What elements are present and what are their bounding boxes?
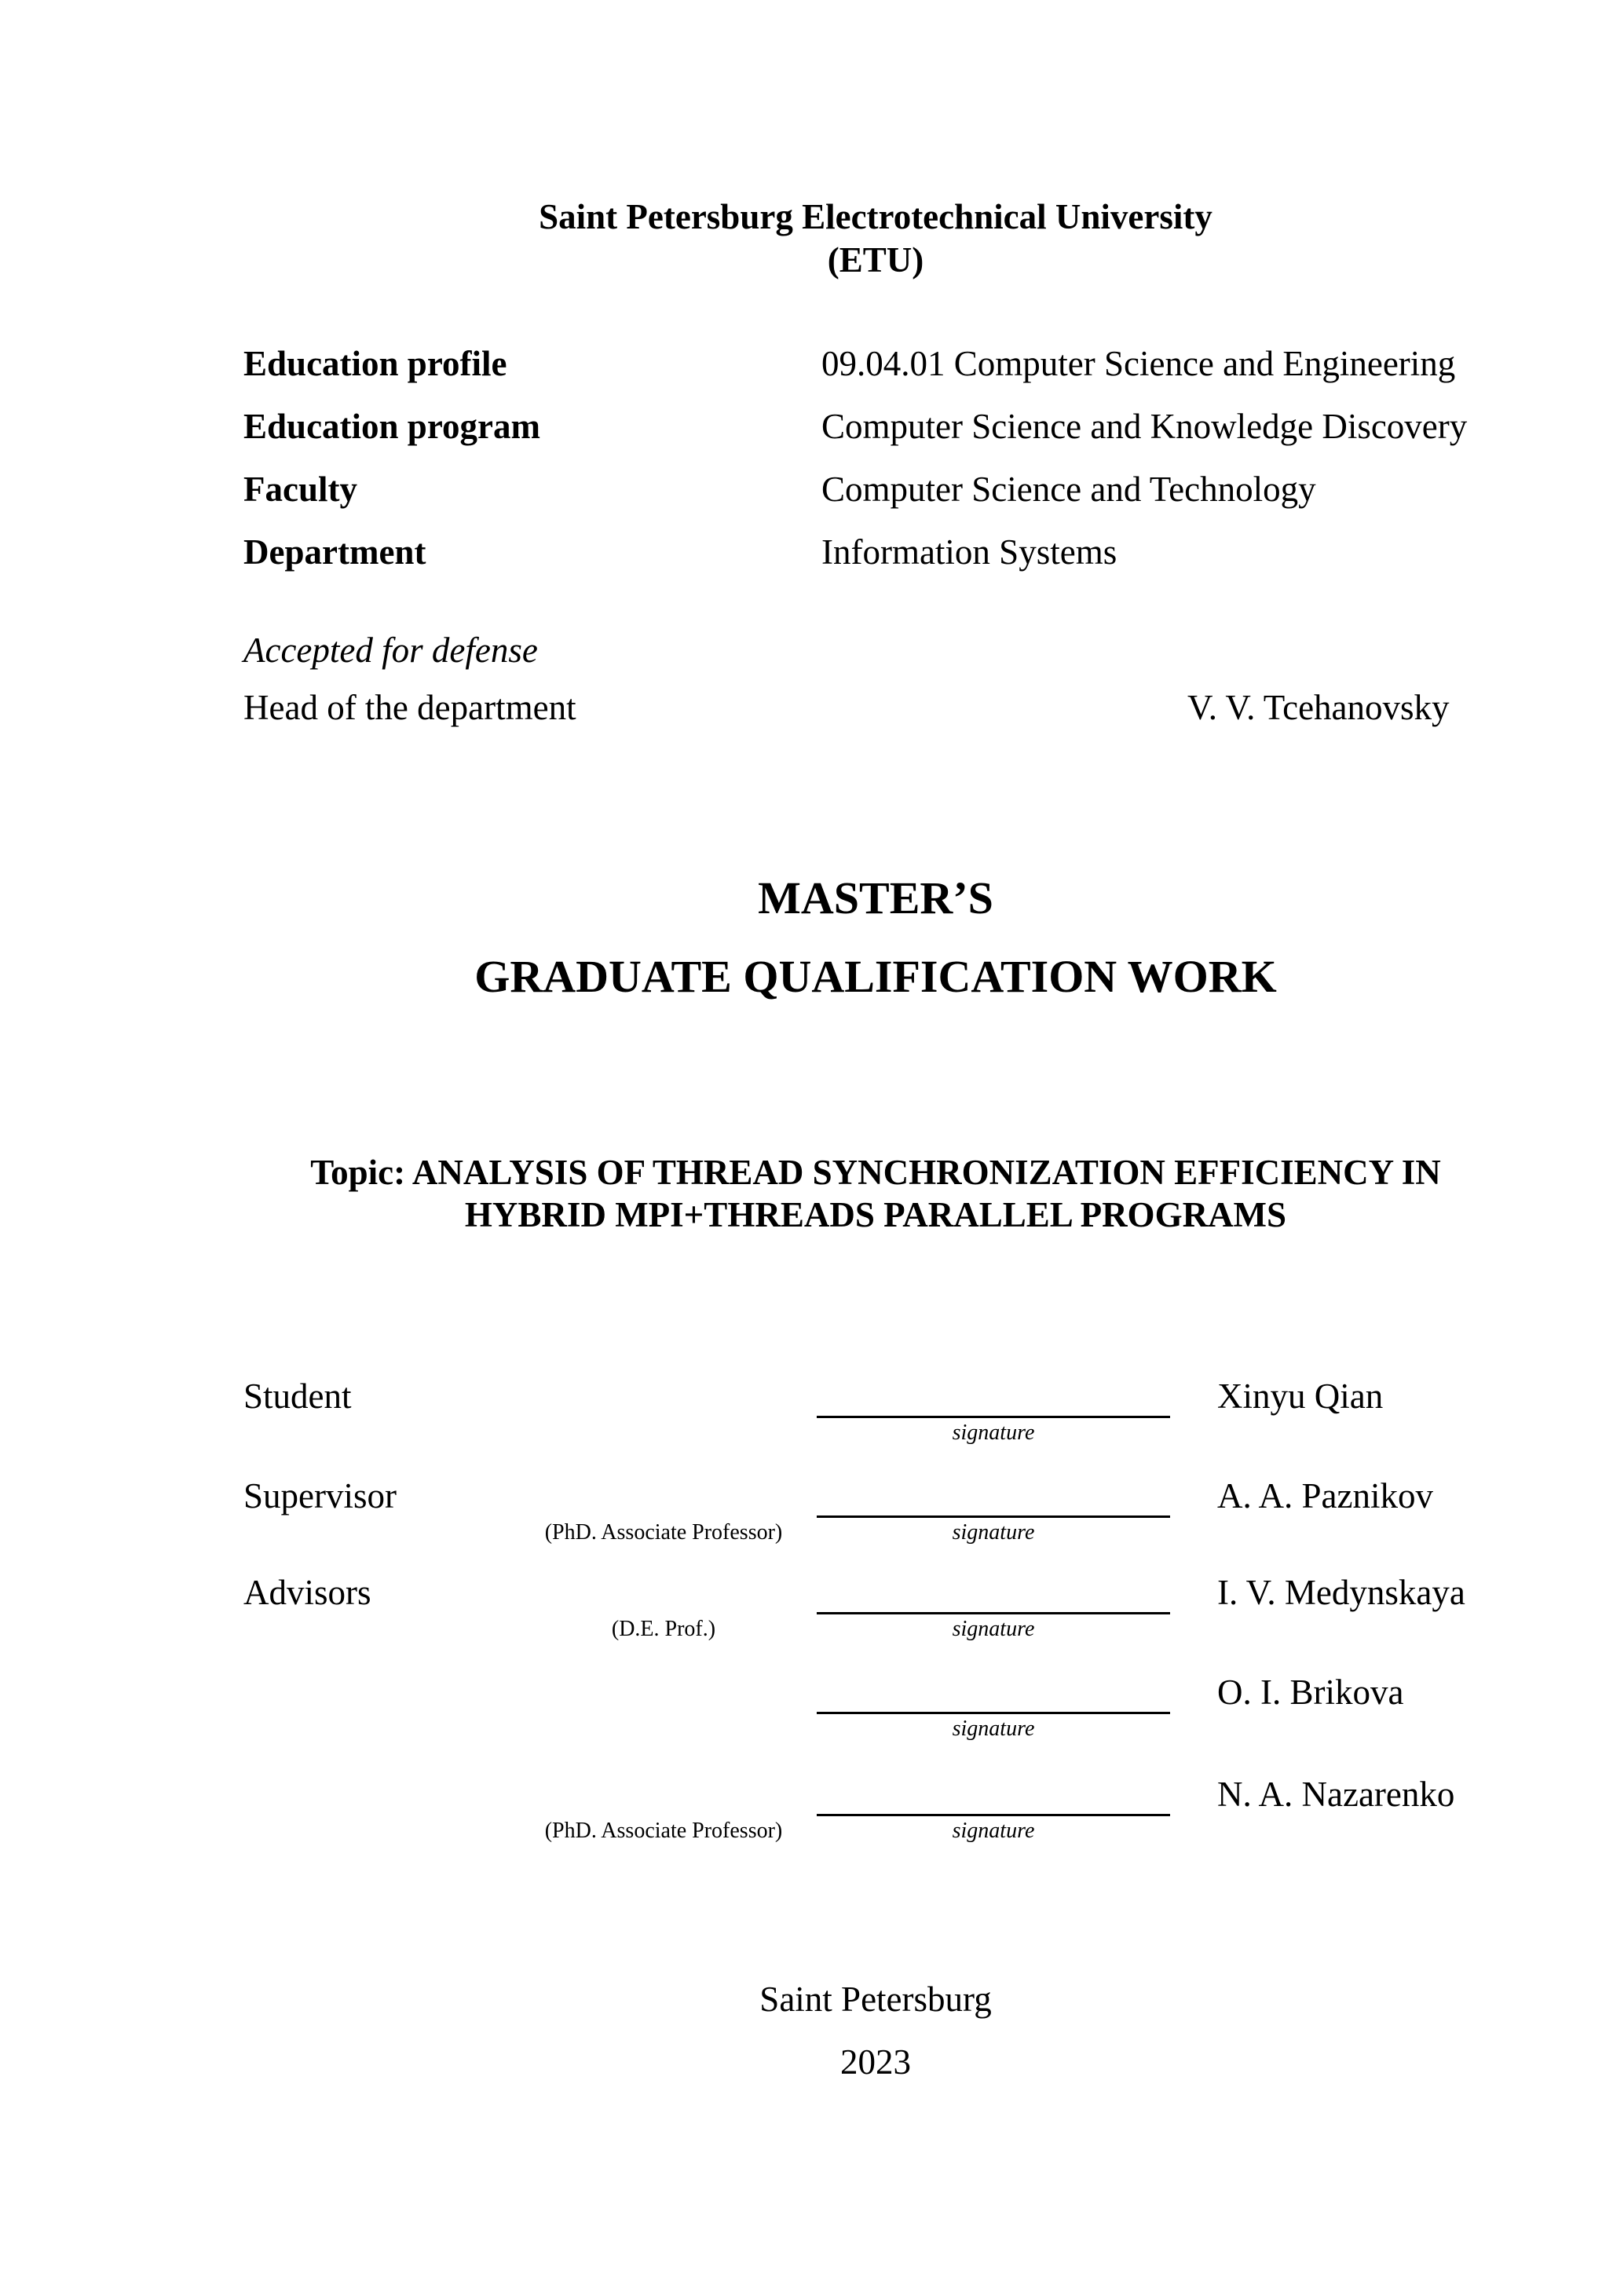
university-abbreviation: (ETU)	[827, 240, 924, 280]
topic-line-1: Topic: ANALYSIS OF THREAD SYNCHRONIZATION EFFICIENCY IN	[310, 1153, 1441, 1192]
signature-line	[817, 1612, 1170, 1614]
education-row-label: Department	[243, 532, 426, 572]
work-title	[243, 873, 1508, 1015]
signatory-name: N. A. Nazarenko	[1217, 1775, 1455, 1814]
work-type-title: GRADUATE QUALIFICATION WORK	[474, 951, 1277, 1002]
footer-year: 2023	[840, 2042, 911, 2082]
accepted-for-defense-note: Accepted for defense	[243, 631, 538, 670]
education-row	[243, 344, 1508, 391]
footer-city: Saint Petersburg	[759, 1980, 992, 2019]
education-row-label: Education program	[243, 407, 540, 446]
signatory-name: A. A. Paznikov	[1217, 1476, 1433, 1515]
education-row-value: Information Systems	[821, 532, 1117, 572]
topic-line-2: HYBRID MPI+THREADS PARALLEL PROGRAMS	[464, 1195, 1287, 1234]
signature-row	[243, 1476, 1508, 1563]
education-row-value: Computer Science and Technology	[821, 470, 1316, 509]
signature-caption: signature	[952, 1420, 1035, 1445]
signature-line	[817, 1814, 1170, 1816]
head-of-department-row	[243, 688, 1508, 735]
signature-caption: signature	[952, 1617, 1035, 1641]
signature-line	[817, 1712, 1170, 1714]
signature-row	[243, 1573, 1508, 1659]
signature-row	[243, 1775, 1508, 1861]
education-row	[243, 470, 1508, 517]
signature-line	[817, 1515, 1170, 1518]
signatory-name: Xinyu Qian	[1217, 1377, 1384, 1416]
footer	[243, 1980, 1508, 2097]
signature-caption: signature	[952, 1717, 1035, 1741]
university-name: Saint Petersburg Electrotechnical University	[539, 197, 1213, 236]
education-table	[243, 344, 1508, 603]
signature-row	[243, 1377, 1508, 1463]
signature-caption: signature	[952, 1819, 1035, 1843]
signature-line	[817, 1416, 1170, 1418]
topic-title	[243, 1153, 1508, 1255]
signatory-name: O. I. Brikova	[1217, 1673, 1404, 1712]
signature-role-label: Advisors	[243, 1573, 371, 1612]
signatory-name: I. V. Medynskaya	[1217, 1573, 1465, 1612]
signature-qualification-label: (PhD. Associate Professor)	[544, 1819, 783, 1843]
acceptance-block	[243, 631, 1508, 740]
signature-qualification-label: (D.E. Prof.)	[611, 1617, 716, 1641]
education-row-label: Education profile	[243, 344, 507, 383]
education-row	[243, 407, 1508, 454]
signature-role-label: Student	[243, 1377, 352, 1416]
education-row-value: Computer Science and Knowledge Discovery	[821, 407, 1468, 446]
signature-qualification-label: (PhD. Associate Professor)	[544, 1520, 783, 1545]
signature-caption: signature	[952, 1520, 1035, 1545]
education-row	[243, 532, 1508, 579]
head-of-department-label: Head of the department	[243, 688, 576, 727]
signature-role-label: Supervisor	[243, 1476, 397, 1515]
head-of-department-name: V. V. Tcehanovsky	[1187, 688, 1450, 727]
signature-row	[243, 1673, 1508, 1759]
university-header	[243, 197, 1508, 299]
degree-title: MASTER’S	[758, 872, 993, 923]
education-row-value: 09.04.01 Computer Science and Engineering	[821, 344, 1456, 383]
education-row-label: Faculty	[243, 470, 357, 509]
